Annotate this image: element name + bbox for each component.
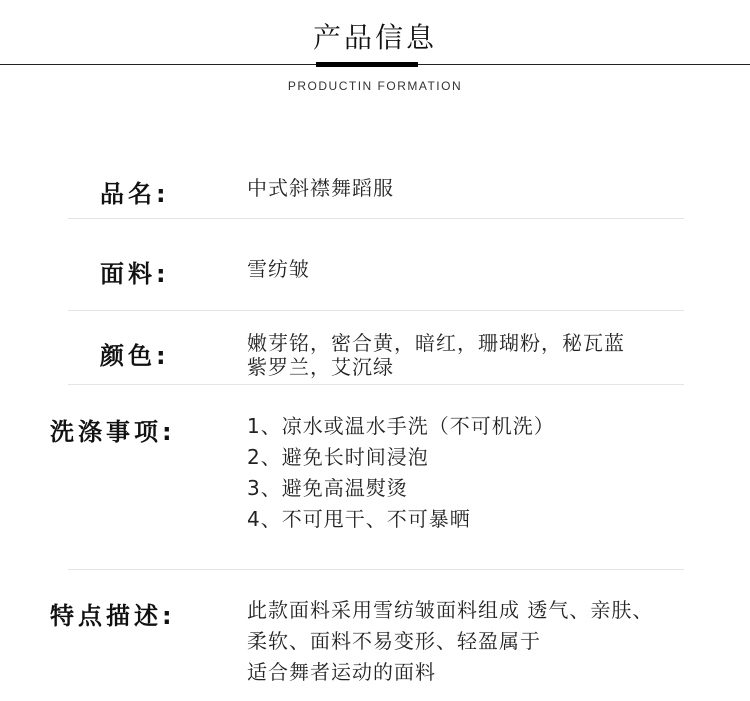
header-accent-bar [316, 62, 418, 67]
label-washing: 洗涤事项: [50, 418, 176, 446]
value-washing [247, 411, 555, 535]
value-line: 4、不可甩干、不可暴晒 [247, 507, 471, 531]
header-subtitle: PRODUCTIN FORMATION [287, 79, 463, 93]
row-divider [68, 384, 684, 385]
row-divider [68, 310, 684, 311]
value-line: 雪纺皱 [247, 257, 310, 281]
label-features: 特点描述: [50, 602, 176, 630]
value-line: 3、避免高温熨烫 [247, 476, 408, 500]
value-color [247, 331, 625, 379]
label-fabric: 面料: [100, 260, 170, 288]
header-title: 产品信息 [312, 21, 437, 54]
value-line: 1、凉水或温水手洗（不可机洗） [247, 414, 555, 438]
label-color: 颜色: [100, 342, 170, 370]
value-line: 适合舞者运动的面料 [247, 660, 436, 684]
value-line: 柔软、面料不易变形、轻盈属于 [247, 629, 541, 653]
value-fabric [247, 254, 310, 285]
value-product-name [247, 173, 394, 204]
label-product-name: 品名: [100, 180, 170, 208]
value-line: 2、避免长时间浸泡 [247, 445, 429, 469]
row-divider [68, 569, 684, 570]
value-line: 紫罗兰，艾沉绿 [247, 355, 394, 379]
row-divider [68, 218, 684, 219]
value-line: 此款面料采用雪纺皱面料组成 透气、亲肤、 [247, 598, 654, 622]
value-line: 中式斜襟舞蹈服 [247, 176, 394, 200]
value-features [247, 595, 653, 688]
value-line: 嫩芽铭，密合黄，暗红，珊瑚粉，秘瓦蓝 [247, 331, 625, 355]
